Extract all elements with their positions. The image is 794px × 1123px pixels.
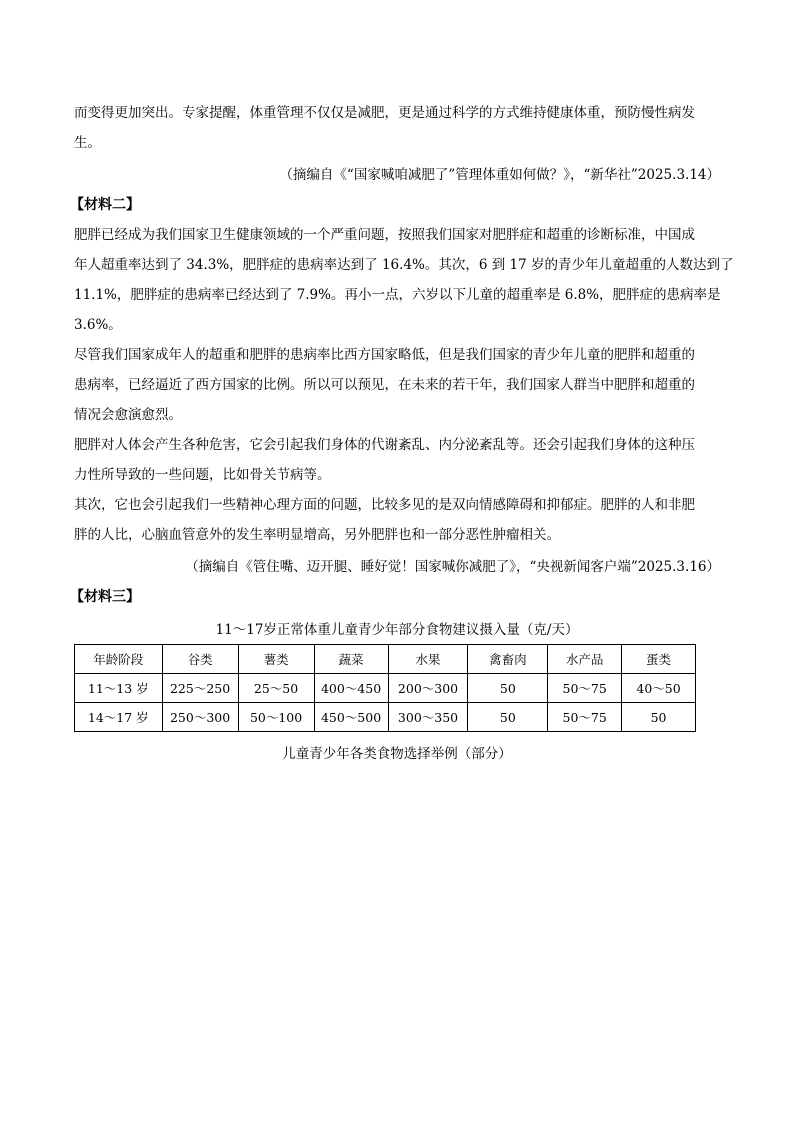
intro-source: （摘编自《“国家喊咱减肥了”管理体重如何做？》，“新华社”2025.3.14） (279, 167, 720, 183)
table-cell: 50 (622, 703, 696, 732)
paragraph-line: 其次，它也会引起我们一些精神心理方面的问题，比较多见的是双向情感障碍和抑郁症。肥胖的人和非肥 (74, 497, 695, 513)
paragraph-line: 尽管我们国家成年人的超重和肥胖的患病率比西方国家略低，但是我们国家的青少年儿童的肥胖和超重的 (74, 347, 695, 363)
paragraph (74, 430, 720, 490)
table-cell: 25～50 (238, 674, 314, 703)
table-cell: 300～350 (388, 703, 468, 732)
table-cell: 250～300 (162, 703, 238, 732)
table-cell: 50～75 (548, 674, 622, 703)
paragraph (74, 490, 720, 550)
paragraph-line: 患病率，已经逼近了西方国家的比例。所以可以预见，在未来的若干年，我们国家人群当中肥胖和超重的 (74, 377, 695, 393)
table-header-cell: 年龄阶段 (75, 645, 163, 674)
table-header-cell: 谷类 (162, 645, 238, 674)
intro-line: 而变得更加突出。专家提醒，体重管理不仅仅是减肥，更是通过科学的方式维持健康体重，预防慢性病发 (74, 105, 695, 121)
table-cell: 11～13 岁 (75, 674, 163, 703)
paragraph-line: 肥胖对人体会产生各种危害，它会引起我们身体的代谢紊乱、内分泌紊乱等。还会引起我们身体的这种压 (74, 437, 695, 453)
table-header-row (75, 645, 696, 674)
table-row (75, 674, 696, 703)
material2-section (70, 190, 734, 582)
paragraph-line: 力性所导致的一些问题，比如骨关节病等。 (74, 467, 331, 483)
table-header-cell: 禽畜肉 (468, 645, 548, 674)
figure-caption: 儿童青少年各类食物选择举例（部分） (282, 746, 512, 762)
table-cell: 40～50 (622, 674, 696, 703)
paragraph-line: 情况会愈演愈烈。 (74, 407, 182, 423)
table-cell: 14～17 岁 (75, 703, 163, 732)
table-row (75, 703, 696, 732)
table-cell: 50～75 (548, 703, 622, 732)
material3-heading: 【材料三】 (70, 589, 140, 605)
intro-section (74, 98, 720, 190)
food-intake-table (74, 644, 696, 732)
paragraph-line: 胖的人比，心脑血管意外的发生率明显增高，另外肥胖也和一部分恶性肿瘤相关。 (74, 527, 560, 543)
paragraph-line: 11.1%，肥胖症的患病率已经达到了 7.9%。再小一点，六岁以下儿童的超重率是 6.8%，肥胖症的患病率是 (74, 287, 721, 303)
table-header-cell: 蛋类 (622, 645, 696, 674)
table-header-cell: 水产品 (548, 645, 622, 674)
intro-line: 生。 (74, 135, 101, 151)
paragraph (74, 220, 734, 340)
table-header-cell: 薯类 (238, 645, 314, 674)
material3-section (70, 582, 720, 766)
table-header-cell: 水果 (388, 645, 468, 674)
paragraph-line: 肥胖已经成为我们国家卫生健康领域的一个严重问题，按照我们国家对肥胖症和超重的诊断标准，中国成 (74, 227, 695, 243)
table-cell: 400～450 (314, 674, 388, 703)
table-cell: 450～500 (314, 703, 388, 732)
table-cell: 50 (468, 674, 548, 703)
paragraph-line: 年人超重率达到了 34.3%，肥胖症的患病率达到了 16.4%。其次，6 到 17 岁的青少年儿童超重的人数达到了 (74, 257, 734, 273)
table-cell: 225～250 (162, 674, 238, 703)
table-header-cell: 蔬菜 (314, 645, 388, 674)
material2-source: （摘编自《管住嘴、迈开腿、睡好觉！国家喊你减肥了》，“央视新闻客户端”2025.3.16） (185, 559, 720, 575)
table-title: 11～17岁正常体重儿童青少年部分食物建议摄入量（克/天） (215, 622, 579, 638)
table-cell: 50 (468, 703, 548, 732)
table-cell: 200～300 (388, 674, 468, 703)
paragraph (74, 340, 720, 430)
table-cell: 50～100 (238, 703, 314, 732)
document-page (70, 98, 734, 766)
paragraph-line: 3.6%。 (74, 317, 122, 333)
material2-heading: 【材料二】 (70, 197, 140, 213)
